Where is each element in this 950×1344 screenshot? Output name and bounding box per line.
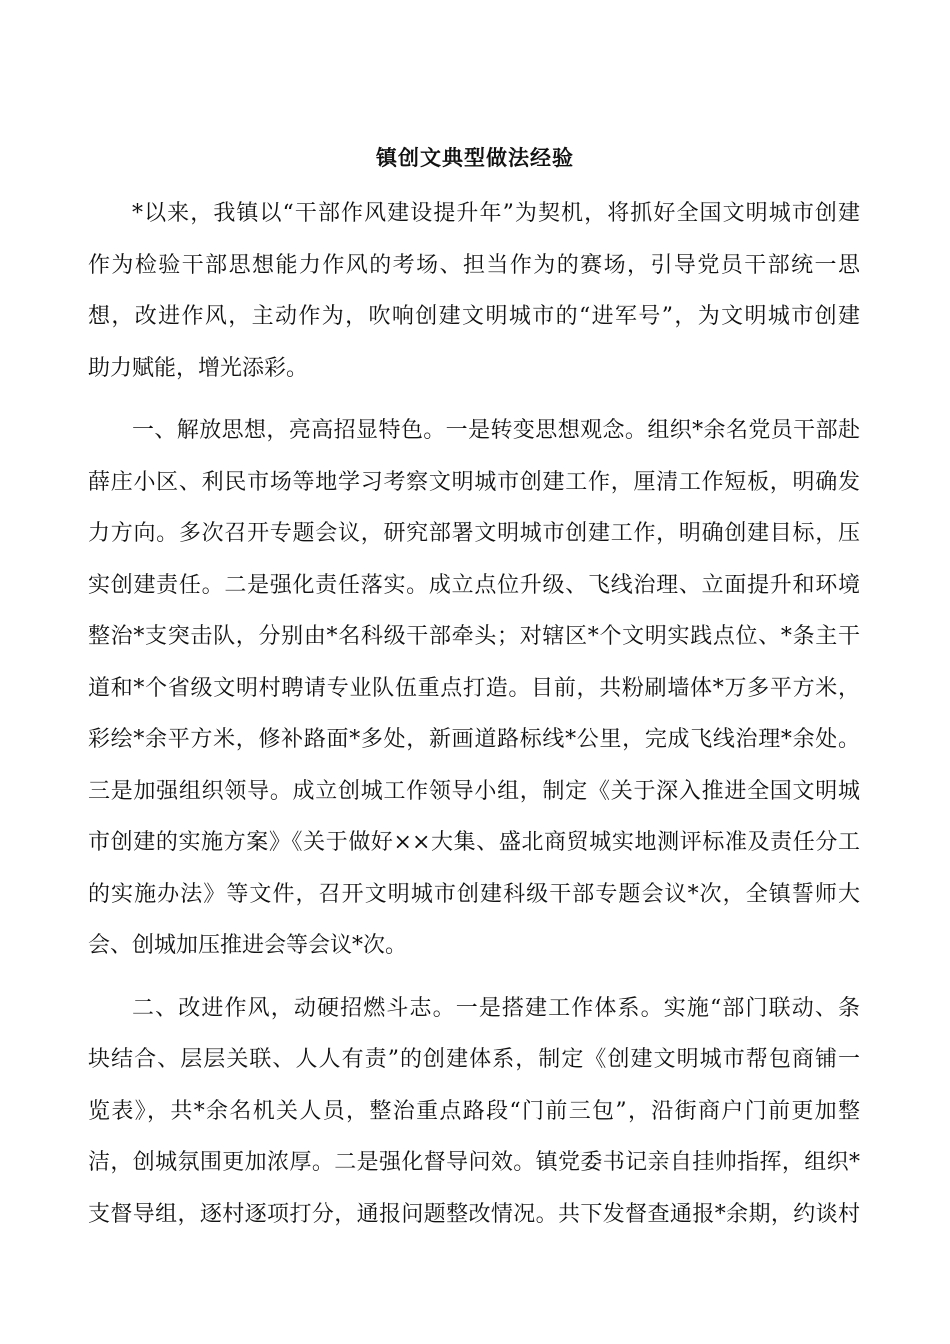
paragraph-line: 支督导组，逐村逐项打分，通报问题整改情况。共下发督查通报*余期，约谈村: [88, 1201, 860, 1227]
paragraph-section-one: [88, 405, 860, 972]
paragraph-spacer: [88, 972, 860, 983]
paragraph-line: 览表》，共*余名机关人员，整治重点路段“门前三包”，沿街商户门前更加整: [88, 1098, 860, 1124]
paragraph-line: 二、改进作风，动硬招燃斗志。一是搭建工作体系。实施“部门联动、条: [132, 995, 860, 1021]
paragraph-section-two: [88, 983, 860, 1241]
paragraph-line: 三是加强组织领导。成立创城工作领导小组，制定《关于深入推进全国文明城: [88, 778, 860, 804]
paragraph-line: 一、解放思想，亮高招显特色。一是转变思想观念。组织*余名党员干部赴: [132, 418, 860, 443]
paragraph-line: 道和*个省级文明村聘请专业队伍重点打造。目前，共粉刷墙体*万多平方米，: [88, 675, 860, 701]
document-title: 镇创文典型做法经验: [376, 145, 574, 170]
paragraph-line: *以来，我镇以“干部作风建设提升年”为契机，将抓好全国文明城市创建: [132, 201, 860, 226]
paragraph-line: 块结合、层层关联、人人有责”的创建体系，制定《创建文明城市帮包商铺一: [88, 1047, 860, 1072]
paragraph-line: 市创建的实施方案》《关于做好××大集、盛北商贸城实地测评标准及责任分工: [88, 830, 860, 855]
document-body: [88, 188, 860, 1240]
paragraph-line: 会、创城加压推进会等会议*次。: [88, 933, 408, 958]
paragraph-line: 作为检验干部思想能力作风的考场、担当作为的赛场，引导党员干部统一思: [88, 252, 860, 278]
paragraph-line: 彩绘*余平方米，修补路面*多处，新画道路标线*公里，完成飞线治理*余处。: [88, 727, 860, 752]
paragraph-intro: [88, 188, 860, 394]
paragraph-line: 的实施办法》等文件，召开文明城市创建科级干部专题会议*次，全镇誓师大: [88, 881, 860, 907]
paragraph-line: 薛庄小区、利民市场等地学习考察文明城市创建工作，厘清工作短板，明确发: [88, 469, 860, 495]
paragraph-line: 实创建责任。二是强化责任落实。成立点位升级、飞线治理、立面提升和环境: [88, 572, 860, 598]
paragraph-spacer: [88, 394, 860, 405]
paragraph-line: 助力赋能，增光添彩。: [88, 355, 309, 381]
paragraph-line: 力方向。多次召开专题会议，研究部署文明城市创建工作，明确创建目标，压: [88, 521, 860, 546]
paragraph-line: 想，改进作风，主动作为，吹响创建文明城市的“进军号”，为文明城市创建: [88, 304, 860, 329]
paragraph-line: 整治*支突击队，分别由*名科级干部牵头；对辖区*个文明实践点位、*条主干: [88, 624, 860, 649]
paragraph-line: 洁，创城氛围更加浓厚。二是强化督导问效。镇党委书记亲自挂帅指挥，组织*: [88, 1150, 860, 1175]
